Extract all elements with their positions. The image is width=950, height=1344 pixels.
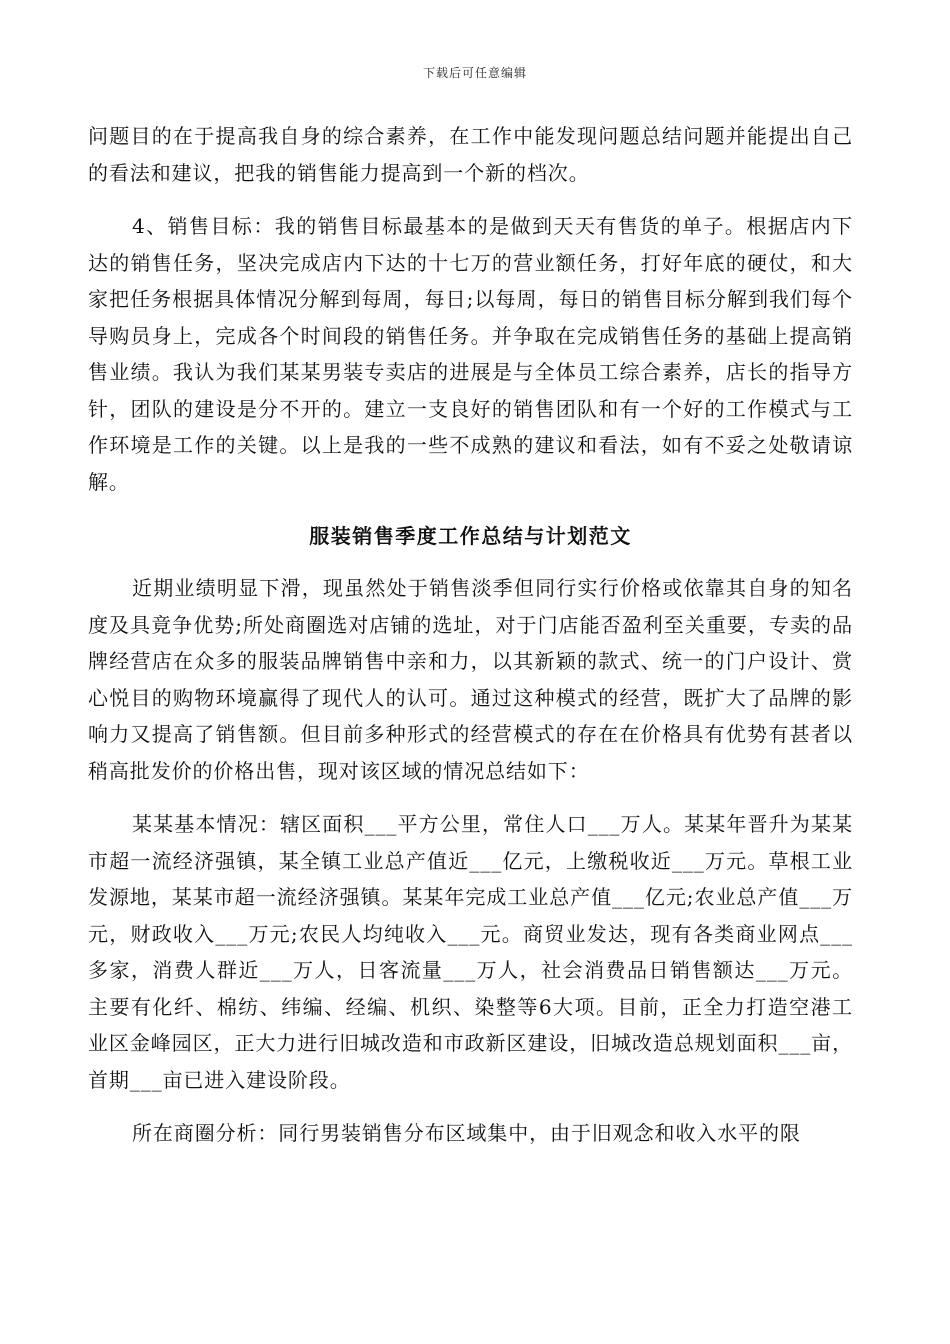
paragraph-basic-situation: 某某基本情况：辖区面积___平方公里，常住人口___万人。某某年晋升为某某市超一流经济强镇，某全镇工业总产值近___亿元，上缴税收近___万元。草根工业发源地，某某市超一流经济强镇。某某年完成工业总产值___亿元;农业总产值___万元，财政收入___万元;农民人均纯收入___元。商贸业发达，现有各类商业网点___多家，消费人群近___万人，日客流量___万人，社会消费品日销售额达___万元。主要有化纤、棉纺、纬编、经编、机织、染整等6大项。目前，正全力打造空港工业区金峰园区，正大力进行旧城改造和市政新区建设，旧城改造总规划面积___亩，首期___亩已进入建设阶段。 — [88, 812, 853, 1092]
section-title: 服装销售季度工作总结与计划范文 — [309, 524, 632, 548]
paragraph-continuation: 问题目的在于提高我自身的综合素养，在工作中能发现问题总结问题并能提出自己的看法和建议，把我的销售能力提高到一个新的档次。 — [88, 124, 853, 185]
paragraph-business-district-analysis: 所在商圈分析：同行男装销售分布区域集中，由于旧观念和收入水平的限 — [132, 1121, 801, 1145]
page-header-note: 下载后可任意编辑 — [422, 66, 527, 80]
paragraph-sales-target: 4、销售目标：我的销售目标最基本的是做到天天有售货的单子。根据店内下达的销售任务，坚决完成店内下达的十七万的营业额任务，打好年底的硬仗，和大家把任务根据具体情况分解到每周，每日;以每周，每日的销售目标分解到我们每个导购员身上，完成各个时间段的销售任务。并争取在完成销售任务的基础上提高销售业绩。我认为我们某某男装专卖店的进展是与全体员工综合素养，店长的指导方针，团队的建设是分不开的。建立一支良好的销售团队和有一个好的工作模式与工作环境是工作的关键。以上是我的一些不成熟的建议和看法，如有不妥之处敬请谅解。 — [88, 214, 853, 494]
paragraph-recent-performance: 近期业绩明显下滑，现虽然处于销售淡季但同行实行价格或依靠其自身的知名度及具竟争优势;所处商圈选对店铺的选址，对于门店能否盈利至关重要，专卖的品牌经营店在众多的服装品牌销售中亲和力，以其新颖的款式、统一的门户设计、赏心悦目的购物环境赢得了现代人的认可。通过这种模式的经营，既扩大了品牌的影响力又提高了销售额。但目前多种形式的经营模式的存在在价格具有优势有甚者以稍高批发价的价格出售，现对该区域的情况总结如下： — [88, 576, 853, 783]
document-body — [88, 118, 853, 1152]
